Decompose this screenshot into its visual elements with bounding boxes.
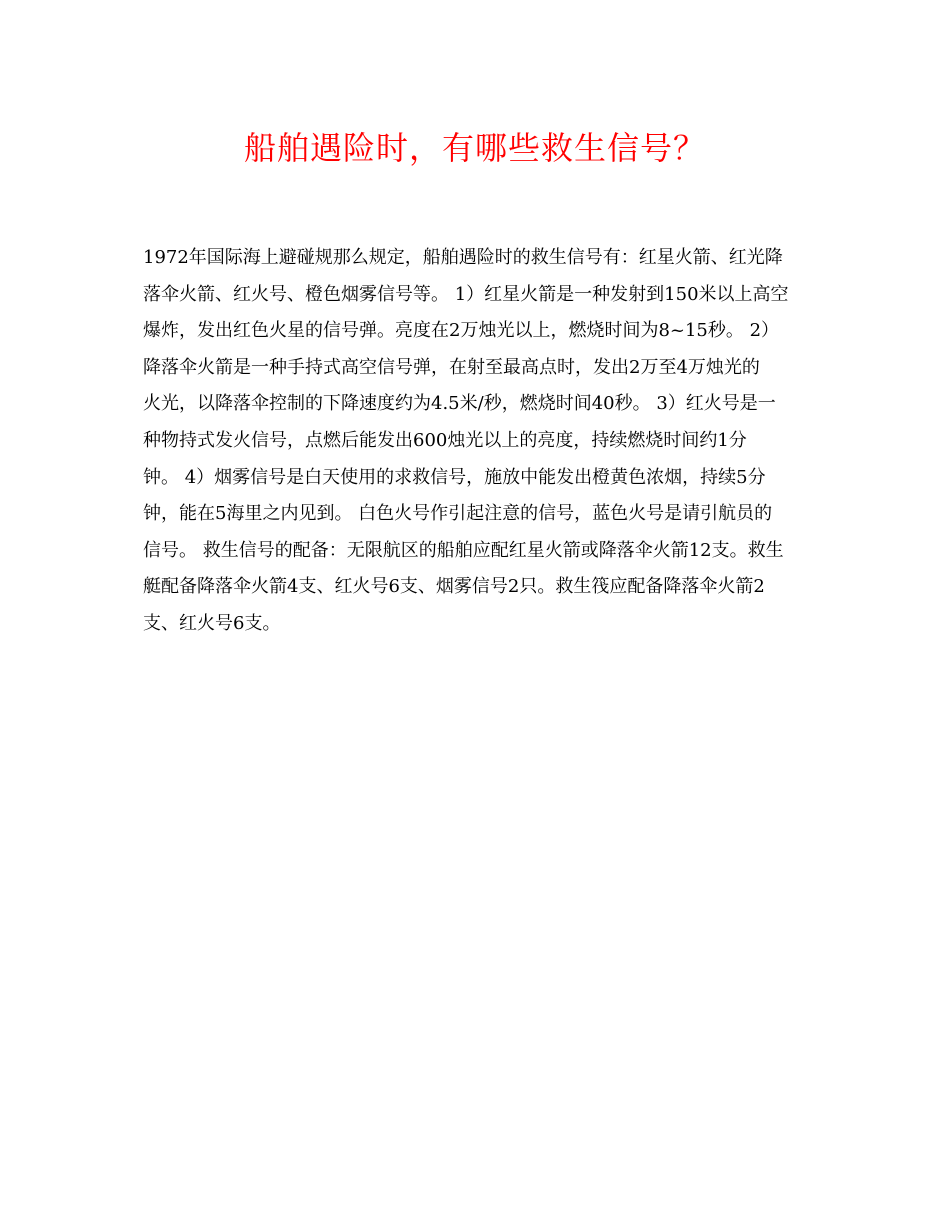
- body-line: 信号。 救生信号的配备：无限航区的船舶应配红星火箭或降落伞火箭12支。救生: [143, 539, 784, 561]
- document-title: 船舶遇险时，有哪些救生信号？: [243, 129, 706, 167]
- body-line: 艇配备降落伞火箭4支、红火号6支、烟雾信号2只。救生筏应配备降落伞火箭2: [143, 576, 765, 598]
- body-line: 落伞火箭、红火号、橙色烟雾信号等。 1）红星火箭是一种发射到150米以上高空: [143, 283, 789, 305]
- document-body: [143, 240, 815, 643]
- body-line: 钟，能在5海里之内见到。 白色火号作引起注意的信号，蓝色火号是请引航员的: [143, 503, 773, 525]
- body-line: 爆炸，发出红色火星的信号弹。亮度在2万烛光以上，燃烧时间为8~15秒。 2）: [143, 320, 780, 342]
- body-line: 钟。 4）烟雾信号是白天使用的求救信号，施放中能发出橙黄色浓烟，持续5分: [143, 466, 766, 488]
- body-line: 火光，以降落伞控制的下降速度约为4.5米/秒，燃烧时间40秒。 3）红火号是一: [143, 393, 776, 415]
- body-line: 支、红火号6支。: [143, 612, 281, 634]
- body-line: 1972年国际海上避碰规那么规定，船舶遇险时的救生信号有：红星火箭、红光降: [143, 247, 783, 268]
- body-line: 种物持式发火信号，点燃后能发出600烛光以上的亮度，持续燃烧时间约1分: [143, 429, 747, 451]
- body-line: 降落伞火箭是一种手持式高空信号弹，在射至最高点时，发出2万至4万烛光的: [143, 356, 760, 378]
